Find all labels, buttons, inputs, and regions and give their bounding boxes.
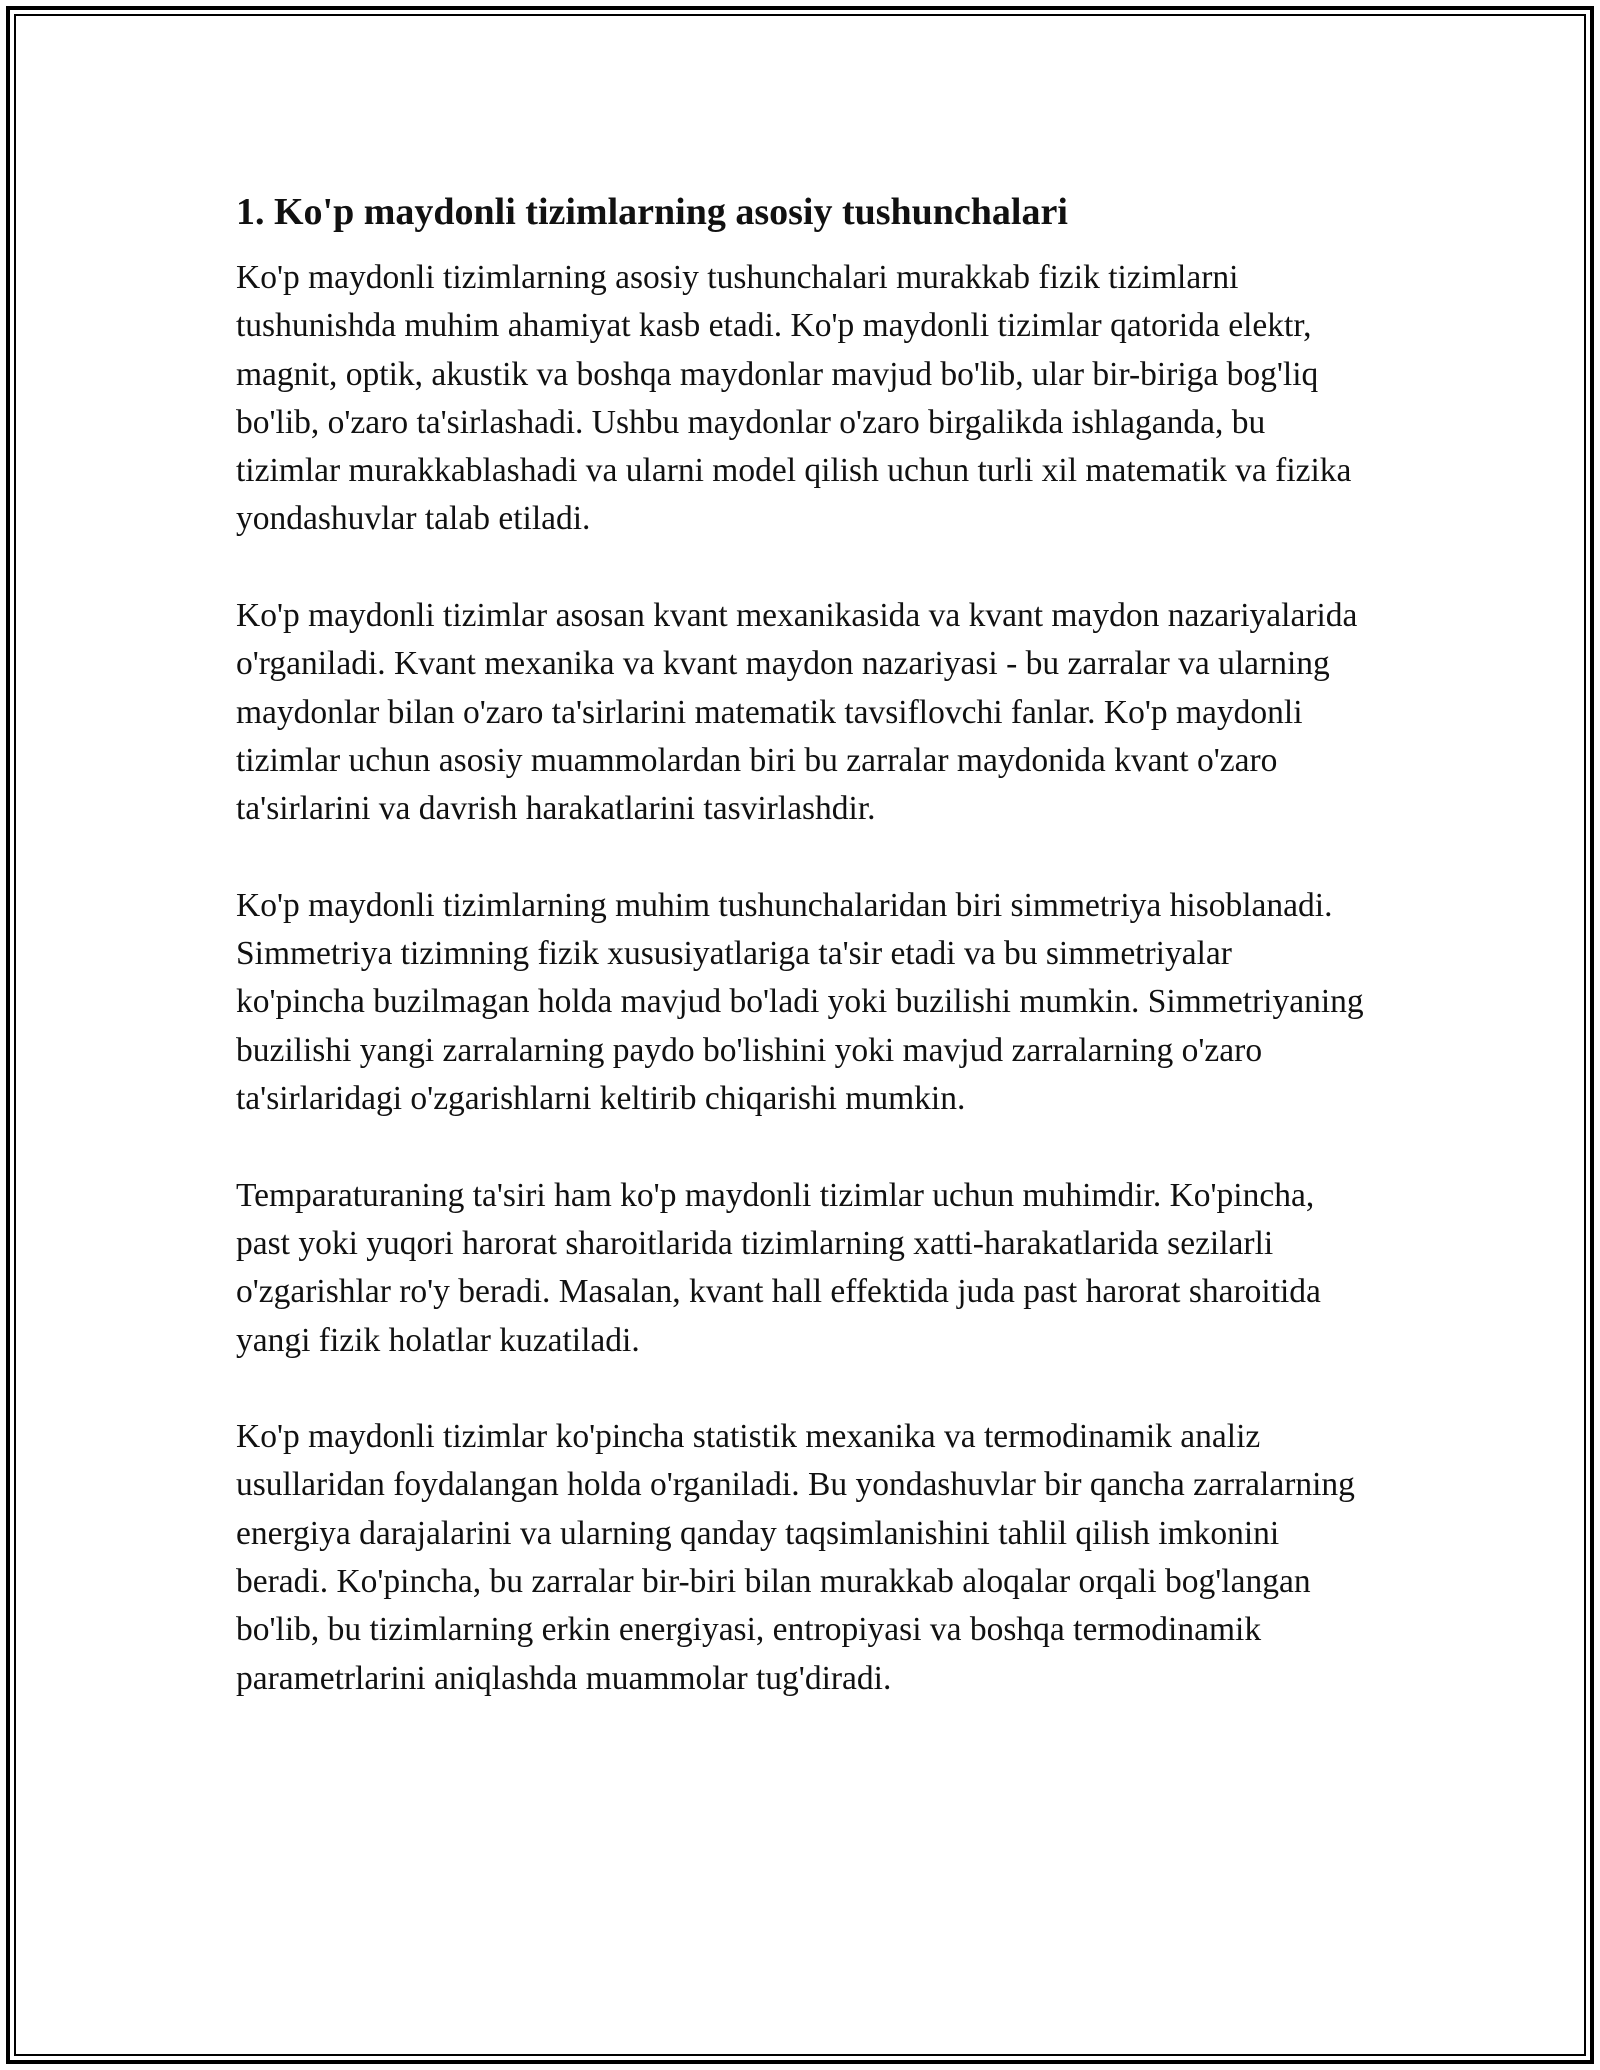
paragraph-1: Ko'p maydonli tizimlarning asosiy tushunchalari murakkab fizik tizimlarni tushunishda muhim ahamiyat kasb etadi. Ko'p maydonli tizimlar qatorida elektr, magnit, optik, akustik va boshqa maydonlar mavjud bo'lib, ular bir-biriga bog'liq bo'lib, o'zaro ta'sirlashadi. Ushbu maydonlar o'zaro birgalikda ishlaganda, bu tizimlar murakkablashadi va ularni model qilish uchun turli xil matematik va fizika yondashuvlar talab etiladi.: [236, 259, 1352, 538]
section-heading: 1. Ko'p maydonli tizimlarning asosiy tushunchalari: [236, 191, 1068, 233]
paragraph-5: Ko'p maydonli tizimlar ko'pincha statistik mexanika va termodinamik analiz usullaridan foydalangan holda o'rganiladi. Bu yondashuvlar bir qancha zarralarning energiya darajalarini va ularning qanday taqsimlanishini tahlil qilish imkonini beradi. Ko'pincha, bu zarralar bir-biri bilan murakkab aloqalar orqali bog'langan bo'lib, bu tizimlarning erkin energiyasi, entropiyasi va boshqa termodinamik parametrlarini aniqlashda muammolar tug'diradi.: [236, 1418, 1355, 1697]
document-body: [236, 188, 1366, 1751]
paragraph-2: Ko'p maydonli tizimlar asosan kvant mexanikasida va kvant maydon nazariyalarida o'rganiladi. Kvant mexanika va kvant maydon nazariyasi - bu zarralar va ularning maydonlar bilan o'zaro ta'sirlarini matematik tavsiflovchi fanlar. Ko'p maydonli tizimlar uchun asosiy muammolardan biri bu zarralar maydonida kvant o'zaro ta'sirlarini va davrish harakatlarini tasvirlashdir.: [236, 597, 1358, 828]
paragraph-3: Ko'p maydonli tizimlarning muhim tushunchalaridan biri simmetriya hisoblanadi. Simmetriya tizimning fizik xususiyatlariga ta'sir etadi va bu simmetriyalar ko'pincha buzilmagan holda mavjud bo'ladi yoki buzilishi mumkin. Simmetriyaning buzilishi yangi zarralarning paydo bo'lishini yoki mavjud zarralarning o'zaro ta'sirlaridagi o'zgarishlarni keltirib chiqarishi mumkin.: [236, 886, 1364, 1118]
paragraph-4: Temparaturaning ta'siri ham ko'p maydonli tizimlar uchun muhimdir. Ko'pincha, past yoki yuqori harorat sharoitlarida tizimlarning xatti-harakatlarida sezilarli o'zgarishlar ro'y beradi. Masalan, kvant hall effektida juda past harorat sharoitida yangi fizik holatlar kuzatiladi.: [236, 1176, 1321, 1359]
